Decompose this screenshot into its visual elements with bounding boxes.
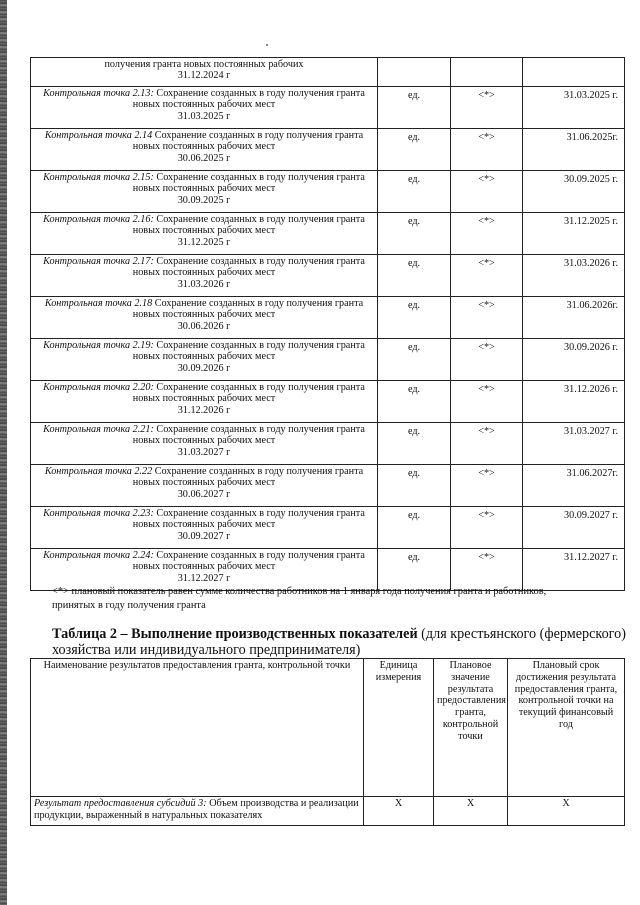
control-point-date: 30.06.2026 г [177,320,231,332]
control-point-name [31,423,378,465]
table-row [31,213,625,255]
footnote [52,585,632,613]
control-point-label: Контрольная точка 2.23: [43,508,154,519]
control-point-text: Сохранение созданных в году получения гранта новых постоянных рабочих мест [132,424,365,447]
date-cell: 31.06.2026г. [523,297,625,339]
control-point-name [31,297,378,339]
control-point-label: Контрольная точка 2.16: [43,214,154,225]
result-date: X [508,797,625,826]
plan-cell: <*> [451,423,523,465]
table-row [31,58,625,87]
control-point-date: 31.12.2027 г [177,572,231,584]
control-point-label: Контрольная точка 2.14 [44,130,153,141]
production-indicators-table [30,658,625,826]
date-cell: 31.12.2027 г. [523,549,625,591]
header-unit: Единица измерения [364,659,434,797]
control-point-text: Сохранение созданных в году получения гранта новых постоянных рабочих мест [132,466,364,489]
date-cell [523,58,625,87]
control-point-text: Сохранение созданных в году получения гранта новых постоянных рабочих мест [132,340,365,363]
control-point-name [31,129,378,171]
plan-cell: <*> [451,465,523,507]
date-cell: 31.06.2027г. [523,465,625,507]
unit-cell: ед. [378,255,451,297]
table-row [31,297,625,339]
result-name [31,797,364,826]
unit-cell: ед. [378,129,451,171]
control-point-date: 30.09.2026 г [177,362,231,374]
plan-cell: <*> [451,129,523,171]
control-point-date: 31.03.2026 г [177,278,231,290]
unit-cell: ед. [378,465,451,507]
footnote-line: <*> плановый показатель равен сумме количества работников на 1 января года получения гранта и работников, [52,586,547,597]
control-point-label: Контрольная точка 2.18 [44,298,153,309]
date-cell: 30.09.2025 г. [523,171,625,213]
table-row [31,797,625,826]
control-point-text: Сохранение созданных в году получения гранта новых постоянных рабочих мест [132,550,365,573]
control-points-table [30,57,625,591]
control-point-label: Контрольная точка 2.15: [43,172,154,183]
plan-cell: <*> [451,297,523,339]
date-cell: 31.03.2026 г. [523,255,625,297]
control-point-date: 31.12.2025 г [177,236,231,248]
plan-cell: <*> [451,339,523,381]
table-row [31,255,625,297]
control-point-name [31,465,378,507]
unit-cell: ед. [378,339,451,381]
control-point-text: Сохранение созданных в году получения гранта новых постоянных рабочих мест [132,508,365,531]
result-plan: X [434,797,508,826]
control-point-name [31,339,378,381]
control-point-name [31,171,378,213]
unit-cell: ед. [378,213,451,255]
control-point-name [31,87,378,129]
control-point-text: Сохранение созданных в году получения гранта новых постоянных рабочих мест [132,130,364,153]
scan-edge [0,0,7,905]
date-cell: 30.09.2026 г. [523,339,625,381]
header-plan-date: Плановый срок достижения результата предоставления гранта, контрольной точки на текущий финансовый год [508,659,625,797]
table-row [31,507,625,549]
date-cell: 31.03.2025 г. [523,87,625,129]
control-point-name [31,507,378,549]
plan-cell: <*> [451,381,523,423]
table2-title [52,626,632,658]
control-point-name: получения гранта новых постоянных рабочих 31.12.2024 г [31,58,378,87]
result-label: Результат предоставления субсидий 3: [34,798,207,809]
unit-cell: ед. [378,507,451,549]
plan-cell: <*> [451,549,523,591]
control-point-name [31,213,378,255]
result-unit: X [364,797,434,826]
result-text: Объем производства и реализации продукции, выраженный в натуральных показателях [34,798,359,821]
table-row [31,171,625,213]
control-point-label: Контрольная точка 2.24: [43,550,154,561]
control-point-text: Сохранение созданных в году получения гранта новых постоянных рабочих мест [132,214,365,237]
plan-cell: <*> [451,87,523,129]
unit-cell: ед. [378,297,451,339]
control-point-text: Сохранение созданных в году получения гранта новых постоянных рабочих мест [132,256,365,279]
table-header-row [31,659,625,797]
control-point-text: Сохранение созданных в году получения гранта новых постоянных рабочих мест [132,172,365,195]
control-point-label: Контрольная точка 2.20: [43,382,154,393]
plan-cell: <*> [451,255,523,297]
table2-title-rest: (для крестьянского (фермерского) хозяйства или индивидуального предпринимателя) [52,626,626,658]
plan-cell: <*> [451,507,523,549]
control-point-text: Сохранение созданных в году получения гранта новых постоянных рабочих мест [132,298,364,321]
table-row [31,381,625,423]
header-name: Наименование результатов предоставления гранта, контрольной точки [31,659,364,797]
date-cell: 30.09.2027 г. [523,507,625,549]
unit-cell: ед. [378,171,451,213]
control-point-label: Контрольная точка 2.22 [44,466,153,477]
scan-speck [266,44,268,46]
control-point-date: 30.06.2025 г [177,152,231,164]
table-row [31,423,625,465]
table-row [31,87,625,129]
unit-cell: ед. [378,87,451,129]
unit-cell: ед. [378,423,451,465]
date-cell: 31.06.2025г. [523,129,625,171]
unit-cell: ед. [378,549,451,591]
control-point-date: 30.09.2027 г [177,530,231,542]
control-point-date: 31.03.2027 г [177,446,231,458]
table-row [31,465,625,507]
footnote-line: принятых в году получения гранта [52,600,206,611]
plan-cell: <*> [451,213,523,255]
plan-cell: <*> [451,171,523,213]
control-point-label: Контрольная точка 2.21: [43,424,154,435]
table2-title-bold: Таблица 2 – Выполнение производственных показателей [52,626,418,642]
date-cell: 31.03.2027 г. [523,423,625,465]
date-cell: 31.12.2025 г. [523,213,625,255]
control-point-name [31,381,378,423]
control-point-date: 30.09.2025 г [177,194,231,206]
table-row [31,339,625,381]
control-point-label: Контрольная точка 2.19: [43,340,154,351]
control-point-date: 30.06.2027 г [177,488,231,500]
control-point-text: Сохранение созданных в году получения гранта новых постоянных рабочих мест [132,382,365,405]
control-point-date: 31.03.2025 г [177,110,231,122]
table-row [31,129,625,171]
date-cell: 31.12.2026 г. [523,381,625,423]
control-point-label: Контрольная точка 2.13: [43,88,154,99]
plan-cell [451,58,523,87]
unit-cell [378,58,451,87]
control-point-name [31,255,378,297]
control-point-text: Сохранение созданных в году получения гранта новых постоянных рабочих мест [132,88,365,111]
unit-cell: ед. [378,381,451,423]
control-point-label: Контрольная точка 2.17: [43,256,154,267]
header-plan-value: Плановое значение результата предоставления гранта, контрольной точки [434,659,508,797]
control-point-date: 31.12.2026 г [177,404,231,416]
